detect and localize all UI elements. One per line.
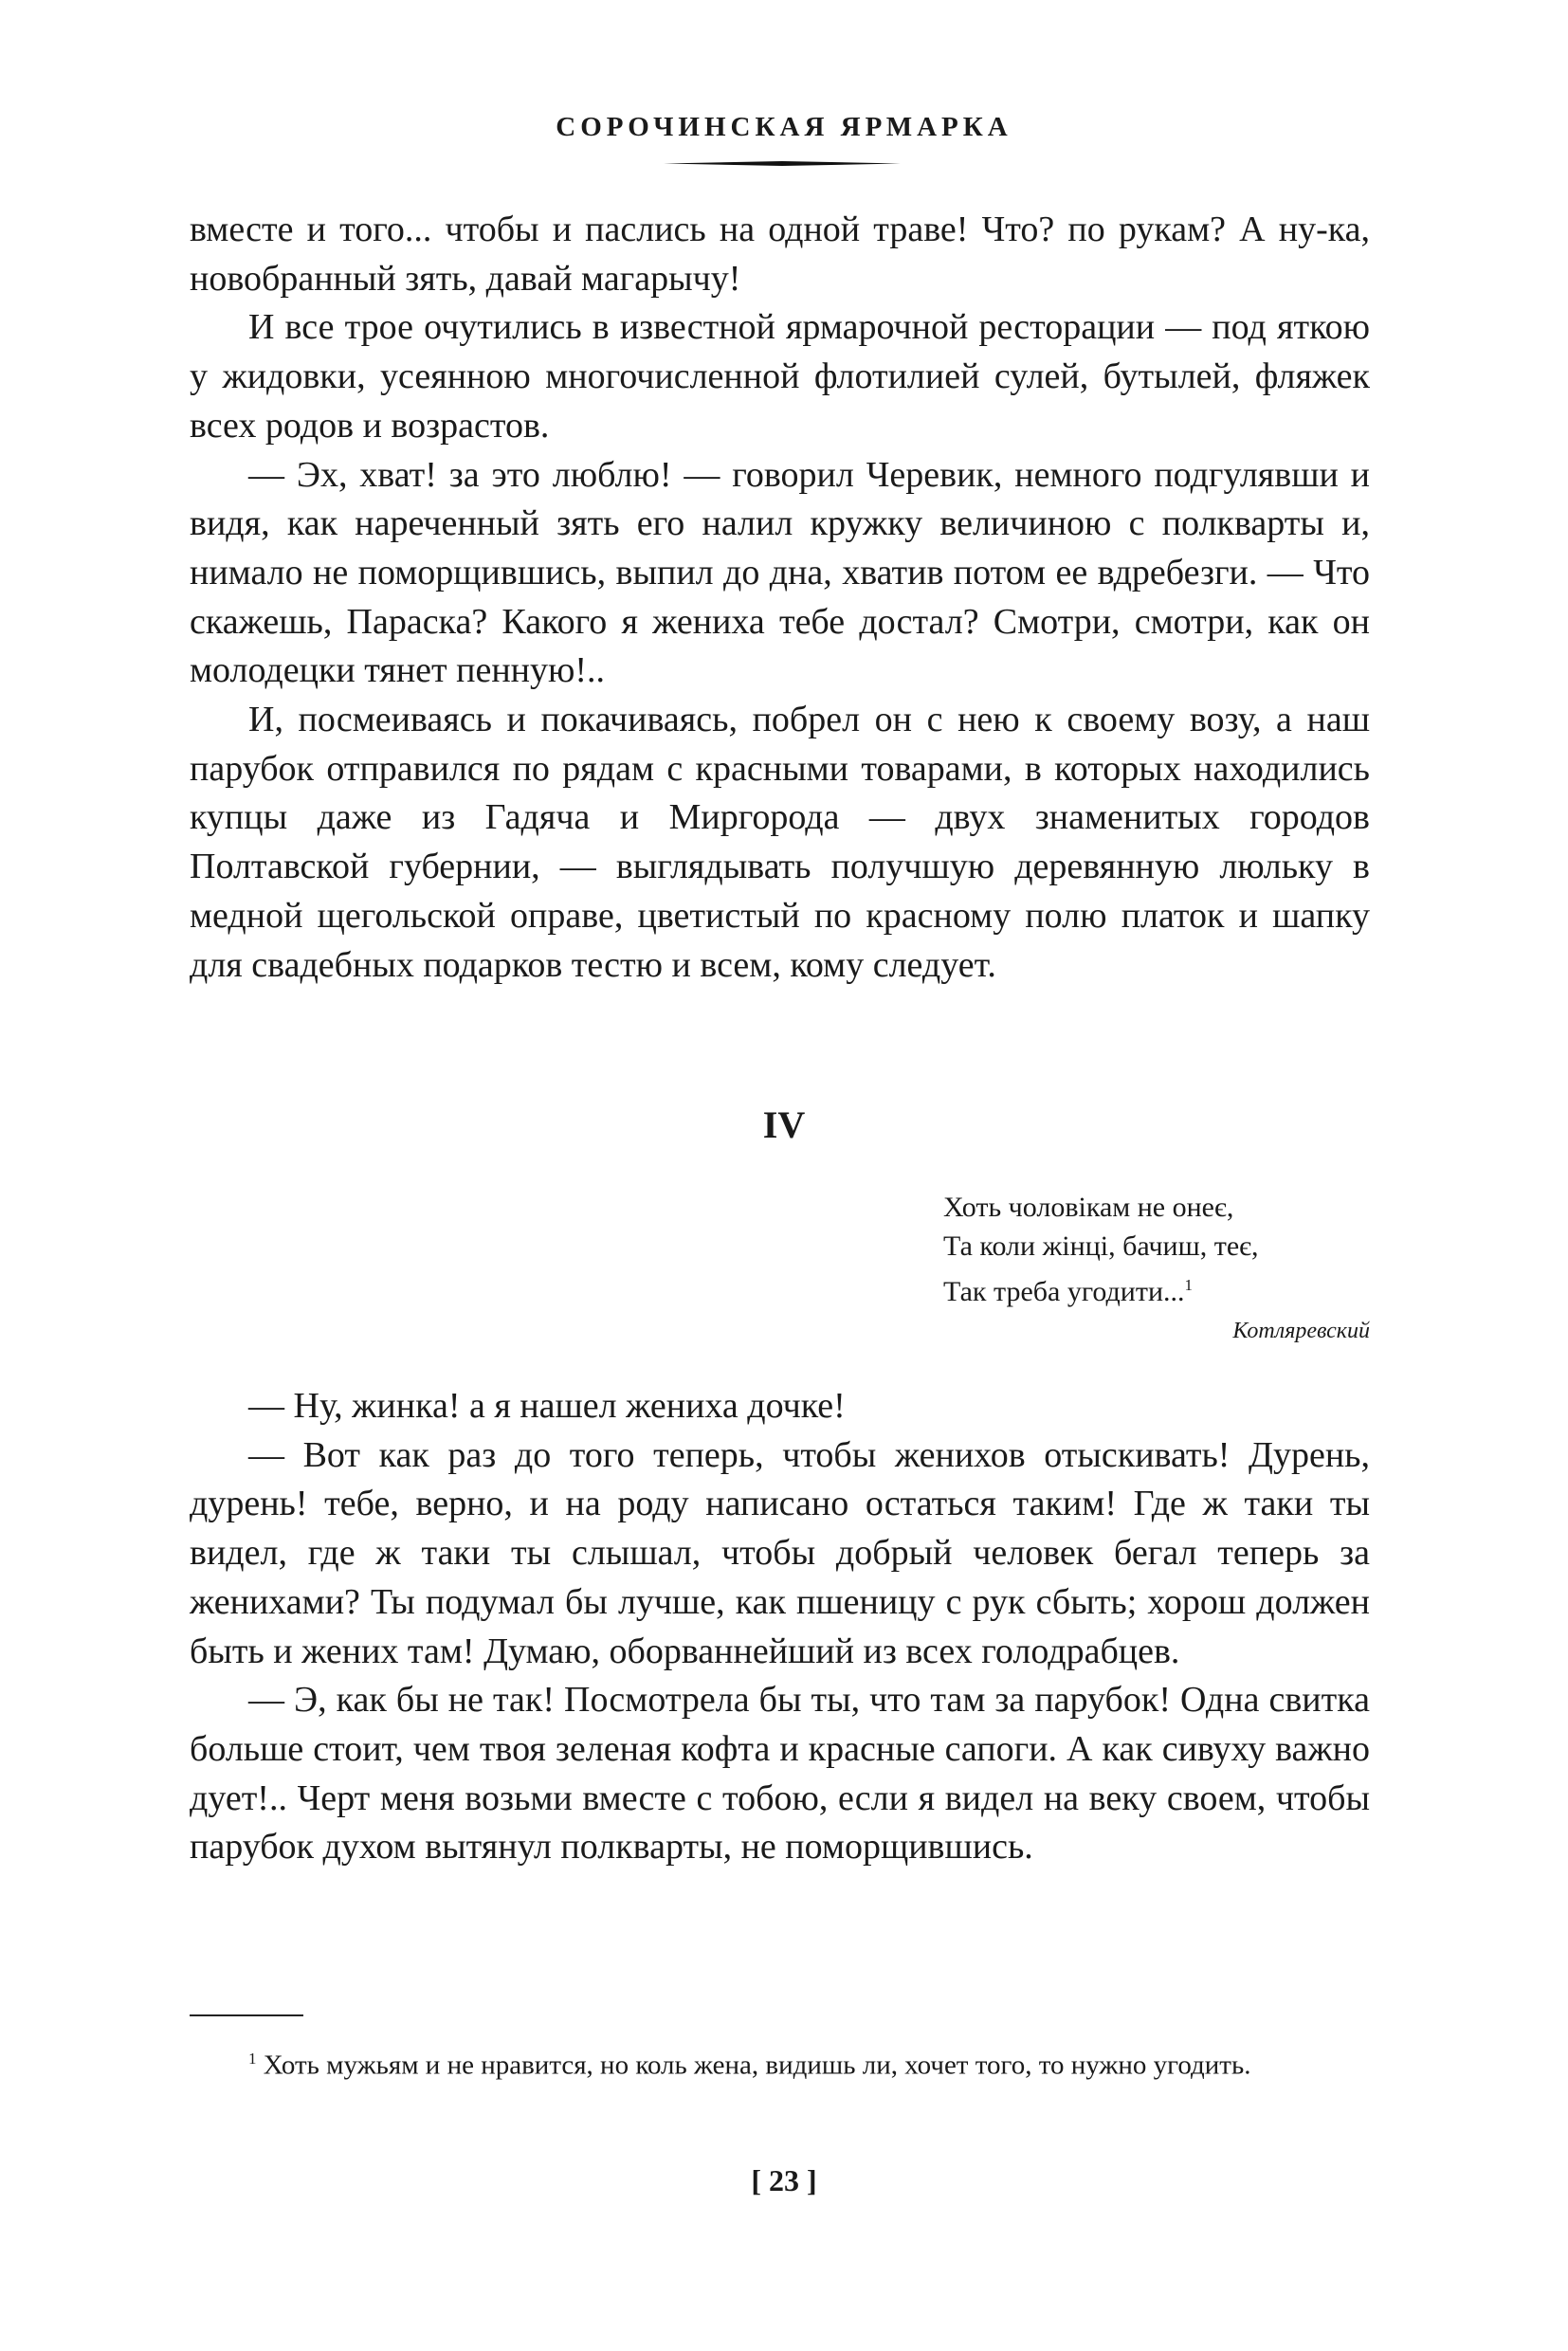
paragraph: вместе и того... чтобы и паслись на одной траве! Что? по рукам? А ну-ка, новобранный зять, давай магарычу! bbox=[190, 210, 1370, 299]
footnote bbox=[190, 2038, 1370, 2087]
chapter-heading: IV bbox=[762, 1103, 806, 1146]
paragraph: — Эх, хват! за это люблю! — говорил Черевик, немного подгулявши и видя, как нареченный зять его налил кружку величиною с полкварты и, нимало не поморщившись, выпил до дна, хватив потом ее вдребезги. — Что скажешь, Параска? Какого я жениха тебе достал? Смотри, смотри, как он молодецки тянет пенную!.. bbox=[190, 454, 1370, 691]
epigraph bbox=[943, 1188, 1370, 1349]
paragraph: — Вот как раз до того теперь, чтобы женихов отыскивать! Дурень, дурень! тебе, верно, и на роду написано остаться таким! Где ж таки ты видел, где ж таки ты слышал, чтобы добрый человек бегал теперь за женихами? Ты подумал бы лучше, как пшеницу с рук сбыть; хорош должен быть и жених там! Думаю, оборваннейший из всех голодрабцев. bbox=[190, 1434, 1370, 1671]
text-block-after-chapter bbox=[190, 1382, 1370, 1872]
epigraph-line-last bbox=[943, 1266, 1370, 1311]
header-ornament-rule bbox=[664, 161, 901, 166]
epigraph-line: Хоть чоловікам не онеє, bbox=[943, 1192, 1234, 1223]
paragraph: — Э, как бы не так! Посмотрела бы ты, что там за парубок! Одна свитка больше стоит, чем твоя зеленая кофта и красные сапоги. А как сивуху важно дует!.. Черт меня возьми вместе с тобою, если я видел на веку своем, чтобы парубок духом вытянул полкварты, не поморщившись. bbox=[190, 1680, 1370, 1868]
epigraph-line-text: Так треба угодити... bbox=[943, 1276, 1185, 1307]
text-block-before-chapter bbox=[190, 206, 1370, 990]
page-number: [ 23 ] bbox=[751, 2163, 817, 2197]
footnote-separator bbox=[190, 2014, 303, 2016]
footnote-ref-marker: 1 bbox=[1184, 1276, 1194, 1294]
footnote-marker: 1 bbox=[248, 2050, 257, 2068]
footnote-text: Хоть мужьям и не нравится, но коль жена, видишь ли, хочет того, то нужно угодить. bbox=[263, 2050, 1251, 2081]
paragraph: И все трое очутились в известной ярмарочной ресторации — под яткою у жидовки, усеянною многочисленной флотилией сулей, бутылей, фляжек всех родов и возрастов. bbox=[190, 307, 1370, 446]
running-title: СОРОЧИНСКАЯ ЯРМАРКА bbox=[556, 112, 1012, 142]
paragraph: — Ну, жинка! а я нашел жениха дочке! bbox=[248, 1386, 846, 1426]
paragraph: И, посмеиваясь и покачиваясь, побрел он с нею к своему возу, а наш парубок отправился по рядам с красными товарами, в которых находились купцы даже из Гадяча и Миргорода — двух знаменитых городов Полтавской губернии, — выглядывать получшую деревянную люльку в медной щегольской оправе, цветистый по красному полю платок и шапку для свадебных подарков тестю и всем, кому следует. bbox=[190, 700, 1370, 985]
epigraph-line: Та коли жінці, бачиш, теє, bbox=[943, 1230, 1259, 1262]
epigraph-author: Котляревский bbox=[1232, 1319, 1370, 1343]
